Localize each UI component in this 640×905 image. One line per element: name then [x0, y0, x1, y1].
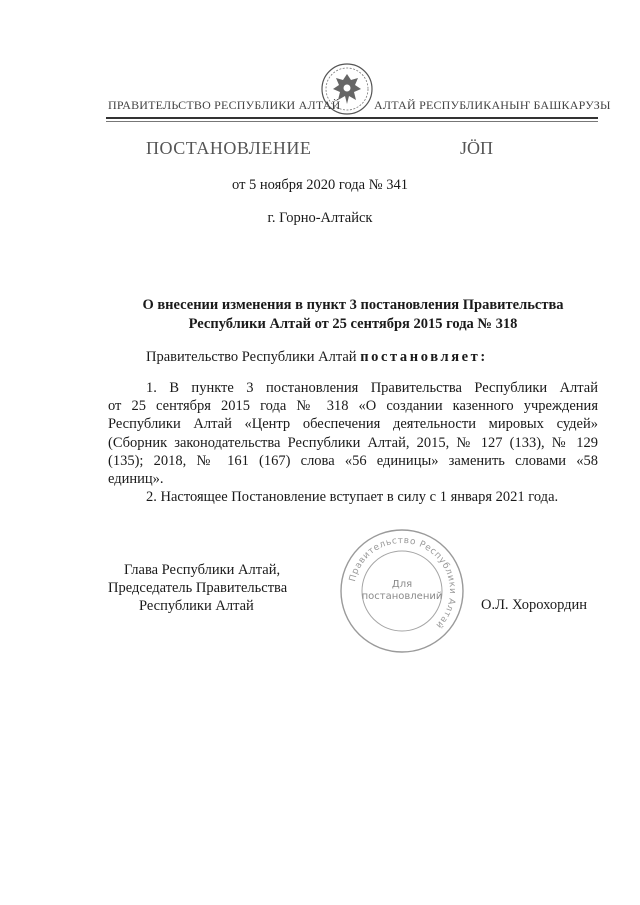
- header-rule-thin: [106, 121, 598, 122]
- signatory-title-line: Председатель Правительства: [108, 580, 288, 596]
- paragraph-2: 2. Настоящее Постановление вступает в силу с 1 января 2021 года.: [146, 489, 559, 505]
- signatory-name: О.Л. Хорохордин: [481, 597, 588, 613]
- signatory-title-line: Республики Алтай: [139, 598, 254, 614]
- document-city: г. Горно-Алтайск: [267, 210, 373, 226]
- paragraph-line: 1. В пункте 3 постановления Правительства Республики Алтай: [146, 380, 598, 396]
- paragraph-line: от 25 сентября 2015 года № 318 «О создании казенного учреждения: [108, 398, 598, 415]
- paragraph-line: Республики Алтай «Центр обеспечения деятельности мировых судей»: [108, 416, 598, 433]
- preamble: [146, 349, 488, 366]
- preamble-text: Правительство Республики Алтай: [146, 349, 357, 365]
- document-type-russian: ПОСТАНОВЛЕНИЕ: [146, 138, 312, 158]
- stamp-center-text: постановлений: [361, 591, 443, 602]
- preamble-decree: постановляет:: [360, 349, 488, 365]
- paragraph-line: (Сборник законодательства Республики Алтай, 2015, № 127 (133), № 129: [108, 434, 598, 451]
- header-rule: [106, 117, 598, 119]
- title-line: О внесении изменения в пункт 3 постановления Правительства: [142, 297, 564, 313]
- stamp-ring-text: Правительство Республики Алтай: [347, 535, 458, 631]
- org-name-russian: ПРАВИТЕЛЬСТВО РЕСПУБЛИКИ АЛТАЙ: [108, 98, 341, 112]
- document-title: [108, 296, 598, 334]
- paragraph-1: [108, 379, 598, 488]
- signatory-title-line: Глава Республики Алтай,: [124, 562, 281, 578]
- org-name-altai: АЛТАЙ РЕСПУБЛИКАНЫҤ БАШКАРУЗЫ: [374, 98, 611, 112]
- title-line: Республики Алтай от 25 сентября 2015 года № 318: [188, 316, 518, 332]
- paragraph-line: (135); 2018, № 161 (167) слова «56 единицы» заменить словами «58: [108, 452, 598, 469]
- document-date-number: от 5 ноября 2020 года № 341: [232, 177, 408, 193]
- document-type-altai: ЈӦП: [460, 138, 494, 158]
- stamp-center-text: Для: [391, 579, 413, 590]
- paragraph-line: единиц».: [108, 471, 164, 488]
